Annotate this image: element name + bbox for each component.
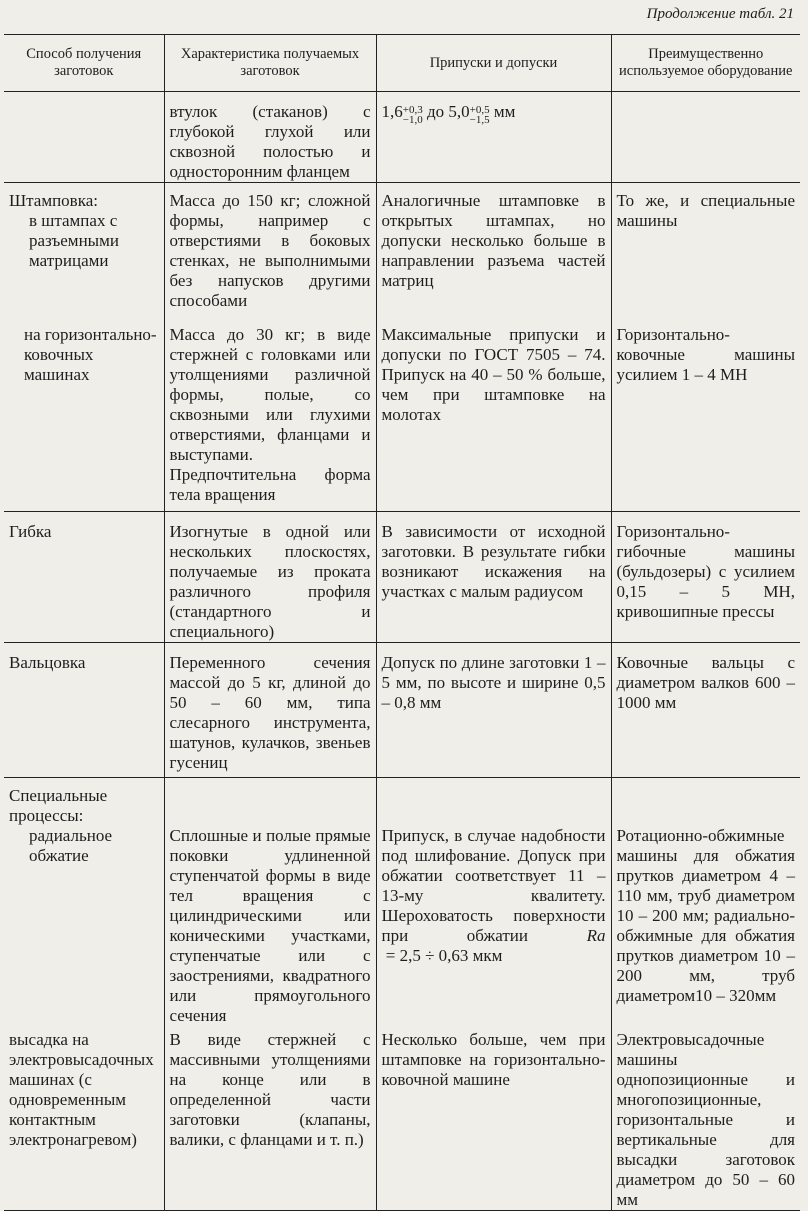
header-characteristics: Характеристика получаемых заготовок — [164, 35, 376, 92]
tolerance-formula — [381, 102, 516, 126]
header-method: Способ получения заготовок — [4, 35, 164, 92]
cell-characteristics: Масса до 30 кг; в виде стержней с головками или утолщениями различной формы, полые, со сквозными или глухими отверстиями, фланцами и выступами. Предпочтительна форма тела вращения — [164, 311, 376, 512]
table-row — [4, 512, 800, 643]
roughness-symbol: Ra — [586, 926, 606, 945]
group-label: Штамповка: — [9, 191, 98, 210]
cell-characteristics: Изогнутые в одной или нескольких плоскостях, получаемые из проката различного профиля (стандартного и специального) — [164, 512, 376, 643]
cell-allowances — [376, 92, 611, 183]
tol-value-1: 1,6 — [381, 102, 403, 121]
cell-characteristics: В виде стержней с массивными утолщениями на конце или в определенной части заготовки (клапаны, валики, с фланцами и т. п.) — [164, 1026, 376, 1211]
cell-equipment: Горизонтально-ковочные машины усилием 1 – 4 МН — [611, 311, 800, 512]
table-caption: Продолжение табл. 21 — [646, 6, 794, 22]
method-label: радиальное обжатие — [29, 826, 113, 865]
tol-unit: мм — [489, 102, 516, 121]
roughness-value: = 2,5 ÷ 0,63 мкм — [381, 946, 503, 965]
table-row — [4, 183, 800, 312]
cell-equipment — [611, 92, 800, 183]
tol-lower-1: −1,0 — [402, 114, 423, 126]
cell-equipment: Ковочные вальцы с диаметром валков 600 – 1000 мм — [611, 643, 800, 778]
method-label: в штампах с разъемными матрицами — [29, 211, 119, 270]
cell-equipment: То же, и специальные машины — [611, 183, 800, 312]
table-row — [4, 643, 800, 778]
cell-allowances: Максимальные припуски и допуски по ГОСТ 7505 – 74. Припуск на 40 – 50 % больше, чем при штамповке на молотах — [376, 311, 611, 512]
header-row — [4, 35, 800, 92]
tol-limits-1 — [403, 105, 423, 125]
cell-method: Гибка — [4, 512, 164, 643]
cell-characteristics: Масса до 150 кг; сложной формы, например с отверстиями в боковых стенках, не выполнимыми без напусков другими способами — [164, 183, 376, 312]
cell-allowances: Аналогичные штамповке в открытых штампах, но допуски несколько больше в направлении разъема частей матриц — [376, 183, 611, 312]
table-row — [4, 778, 800, 1027]
cell-method — [4, 92, 164, 183]
cell-allowances — [376, 778, 611, 1027]
cell-characteristics: Переменного сечения массой до 5 кг, длиной до 50 – 60 мм, типа слесарного инструмента, шатунов, кулачков, звеньев гусениц — [164, 643, 376, 778]
cell-method: Вальцовка — [4, 643, 164, 778]
cell-equipment: Электровысадочные машины однопозиционные и многопозиционные, горизонтальные и вертикальные для высадки заготовок диаметром до 50 – 60 мм — [611, 1026, 800, 1211]
cell-allowances: Несколько больше, чем при штамповке на горизонтально-ковочной машине — [376, 1026, 611, 1211]
cell-method — [4, 778, 164, 1027]
table-row — [4, 1026, 800, 1211]
cell-allowances: Допуск по длине заготовки 1 – 5 мм, по высоте и ширине 0,5 – 0,8 мм — [376, 643, 611, 778]
header-equipment: Преимущественно используемое оборудование — [611, 35, 800, 92]
header-allowances: Припуски и допуски — [376, 35, 611, 92]
cell-method — [4, 183, 164, 312]
group-label: Специальные процессы: — [9, 786, 108, 825]
cell-equipment: Горизонтально-гибочные машины (бульдозеры) с усилием 0,15 – 5 МН, кривошипные прессы — [611, 512, 800, 643]
tol-upper-1: +0,3 — [402, 104, 423, 116]
tol-upper-2: +0,5 — [469, 104, 490, 116]
cell-method: высадка на электровысадочных машинах (с одновременным контактным электронагревом) — [4, 1026, 164, 1211]
tol-limits-2 — [470, 105, 490, 125]
data-table — [4, 34, 800, 1211]
cell-characteristics: втулок (стаканов) с глубокой глухой или сквозной полостью и односторонним фланцем — [164, 92, 376, 183]
allowances-text: Припуск, в случае надобности под шлифование. Допуск при обжатии соответствует 11 – 13-му квалитету. Шероховатость поверхности при обжатии — [381, 826, 606, 945]
tol-lower-2: −1,5 — [469, 114, 490, 126]
cell-characteristics: Сплошные и полые прямые поковки удлиненной ступенчатой формы в виде тел вращения с цилиндрическими или коническими участками, ступенчатые или с заострениями, квадратного или прямоугольного сечения — [164, 778, 376, 1027]
tol-mid: до — [422, 102, 449, 121]
cell-allowances: В зависимости от исходной заготовки. В результате гибки возникают искажения на участках с малым радиусом — [376, 512, 611, 643]
table-row — [4, 311, 800, 512]
table-row — [4, 92, 800, 183]
tol-value-2: 5,0 — [448, 102, 470, 121]
cell-method: на горизонтально-ковочных машинах — [24, 325, 157, 384]
cell-equipment: Ротационно-обжимные машины для обжатия прутков диаметром 4 – 110 мм, труб диаметром 10 – 200 мм; радиально-обжимные для обжатия прутков диаметром 10 – 200 мм, труб диаметром10 – 320мм — [611, 778, 800, 1027]
